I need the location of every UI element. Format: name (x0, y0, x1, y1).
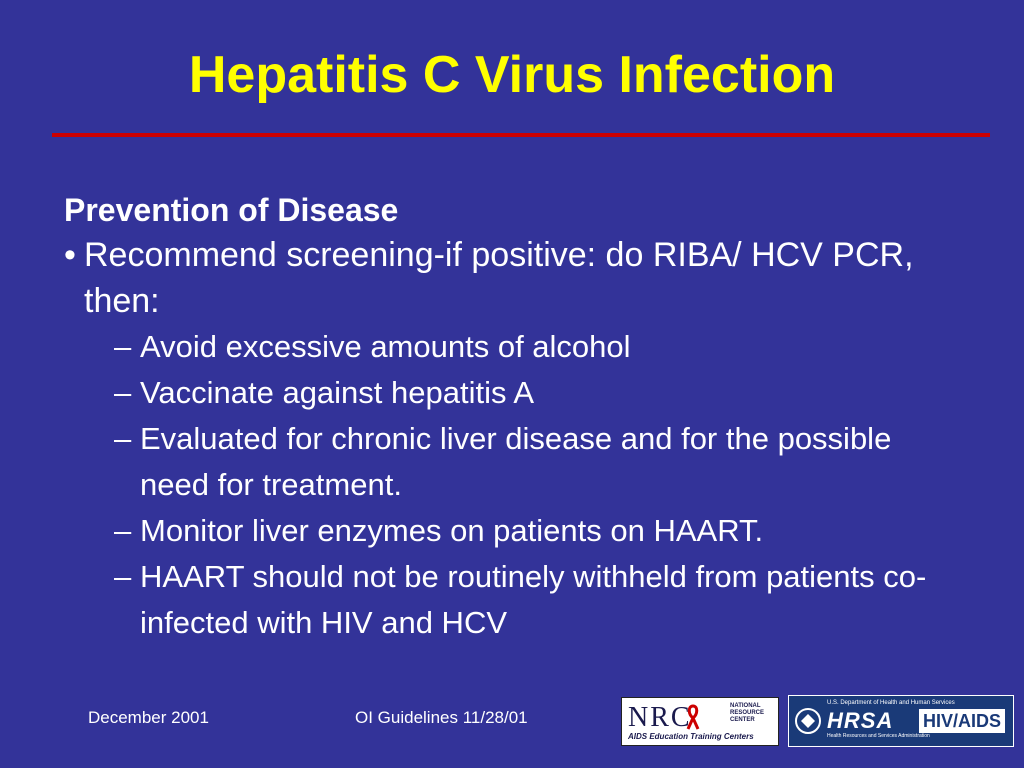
title-divider (52, 133, 990, 137)
hhs-emblem-icon (795, 706, 821, 736)
dash-marker: – (114, 559, 132, 594)
sub-bullet-item (64, 416, 964, 508)
hrsa-agency-text: Health Resources and Services Administration (827, 733, 930, 739)
dash-marker: – (114, 375, 132, 410)
red-ribbon-icon (686, 704, 700, 730)
nrc-letters: NRC (628, 702, 692, 733)
hrsa-department-text: U.S. Department of Health and Human Services (827, 700, 955, 706)
hrsa-logo (788, 695, 1014, 747)
nrc-logo (621, 697, 779, 746)
sub-bullet-text: HAART should not be routinely withheld from patients co-infected with HIV and HCV (140, 559, 927, 640)
slide-title: Hepatitis C Virus Infection (188, 46, 836, 104)
section-heading: Prevention of Disease (64, 192, 399, 228)
slide-body (64, 188, 964, 646)
hrsa-wordmark: HRSA (827, 708, 894, 733)
sub-bullet-text: Evaluated for chronic liver disease and for the possible need for treatment. (140, 421, 892, 502)
sub-bullet-item (64, 508, 964, 554)
sub-bullet-text: Monitor liver enzymes on patients on HAART. (140, 513, 764, 548)
nrc-side-text: NATIONAL RESOURCE CENTER (730, 703, 765, 723)
main-bullet (64, 232, 964, 324)
footer-guidelines: OI Guidelines 11/28/01 (355, 708, 528, 727)
sub-bullet-text: Vaccinate against hepatitis A (140, 375, 535, 410)
nrc-subtitle: AIDS Education Training Centers (628, 732, 754, 741)
dash-marker: – (114, 513, 132, 548)
main-bullet-text: Recommend screening-if positive: do RIBA/ HCV PCR, then: (84, 236, 914, 320)
bullet-marker: • (64, 236, 76, 274)
sub-bullet-item (64, 324, 964, 370)
footer-date: December 2001 (88, 708, 209, 727)
sub-bullet-text: Avoid excessive amounts of alcohol (140, 329, 631, 364)
dash-marker: – (114, 421, 132, 456)
sub-bullet-item (64, 554, 964, 646)
dash-marker: – (114, 329, 132, 364)
hivaids-badge: HIV/AIDS (919, 709, 1005, 733)
sub-bullet-item (64, 370, 964, 416)
sub-bullet-list (64, 324, 964, 646)
